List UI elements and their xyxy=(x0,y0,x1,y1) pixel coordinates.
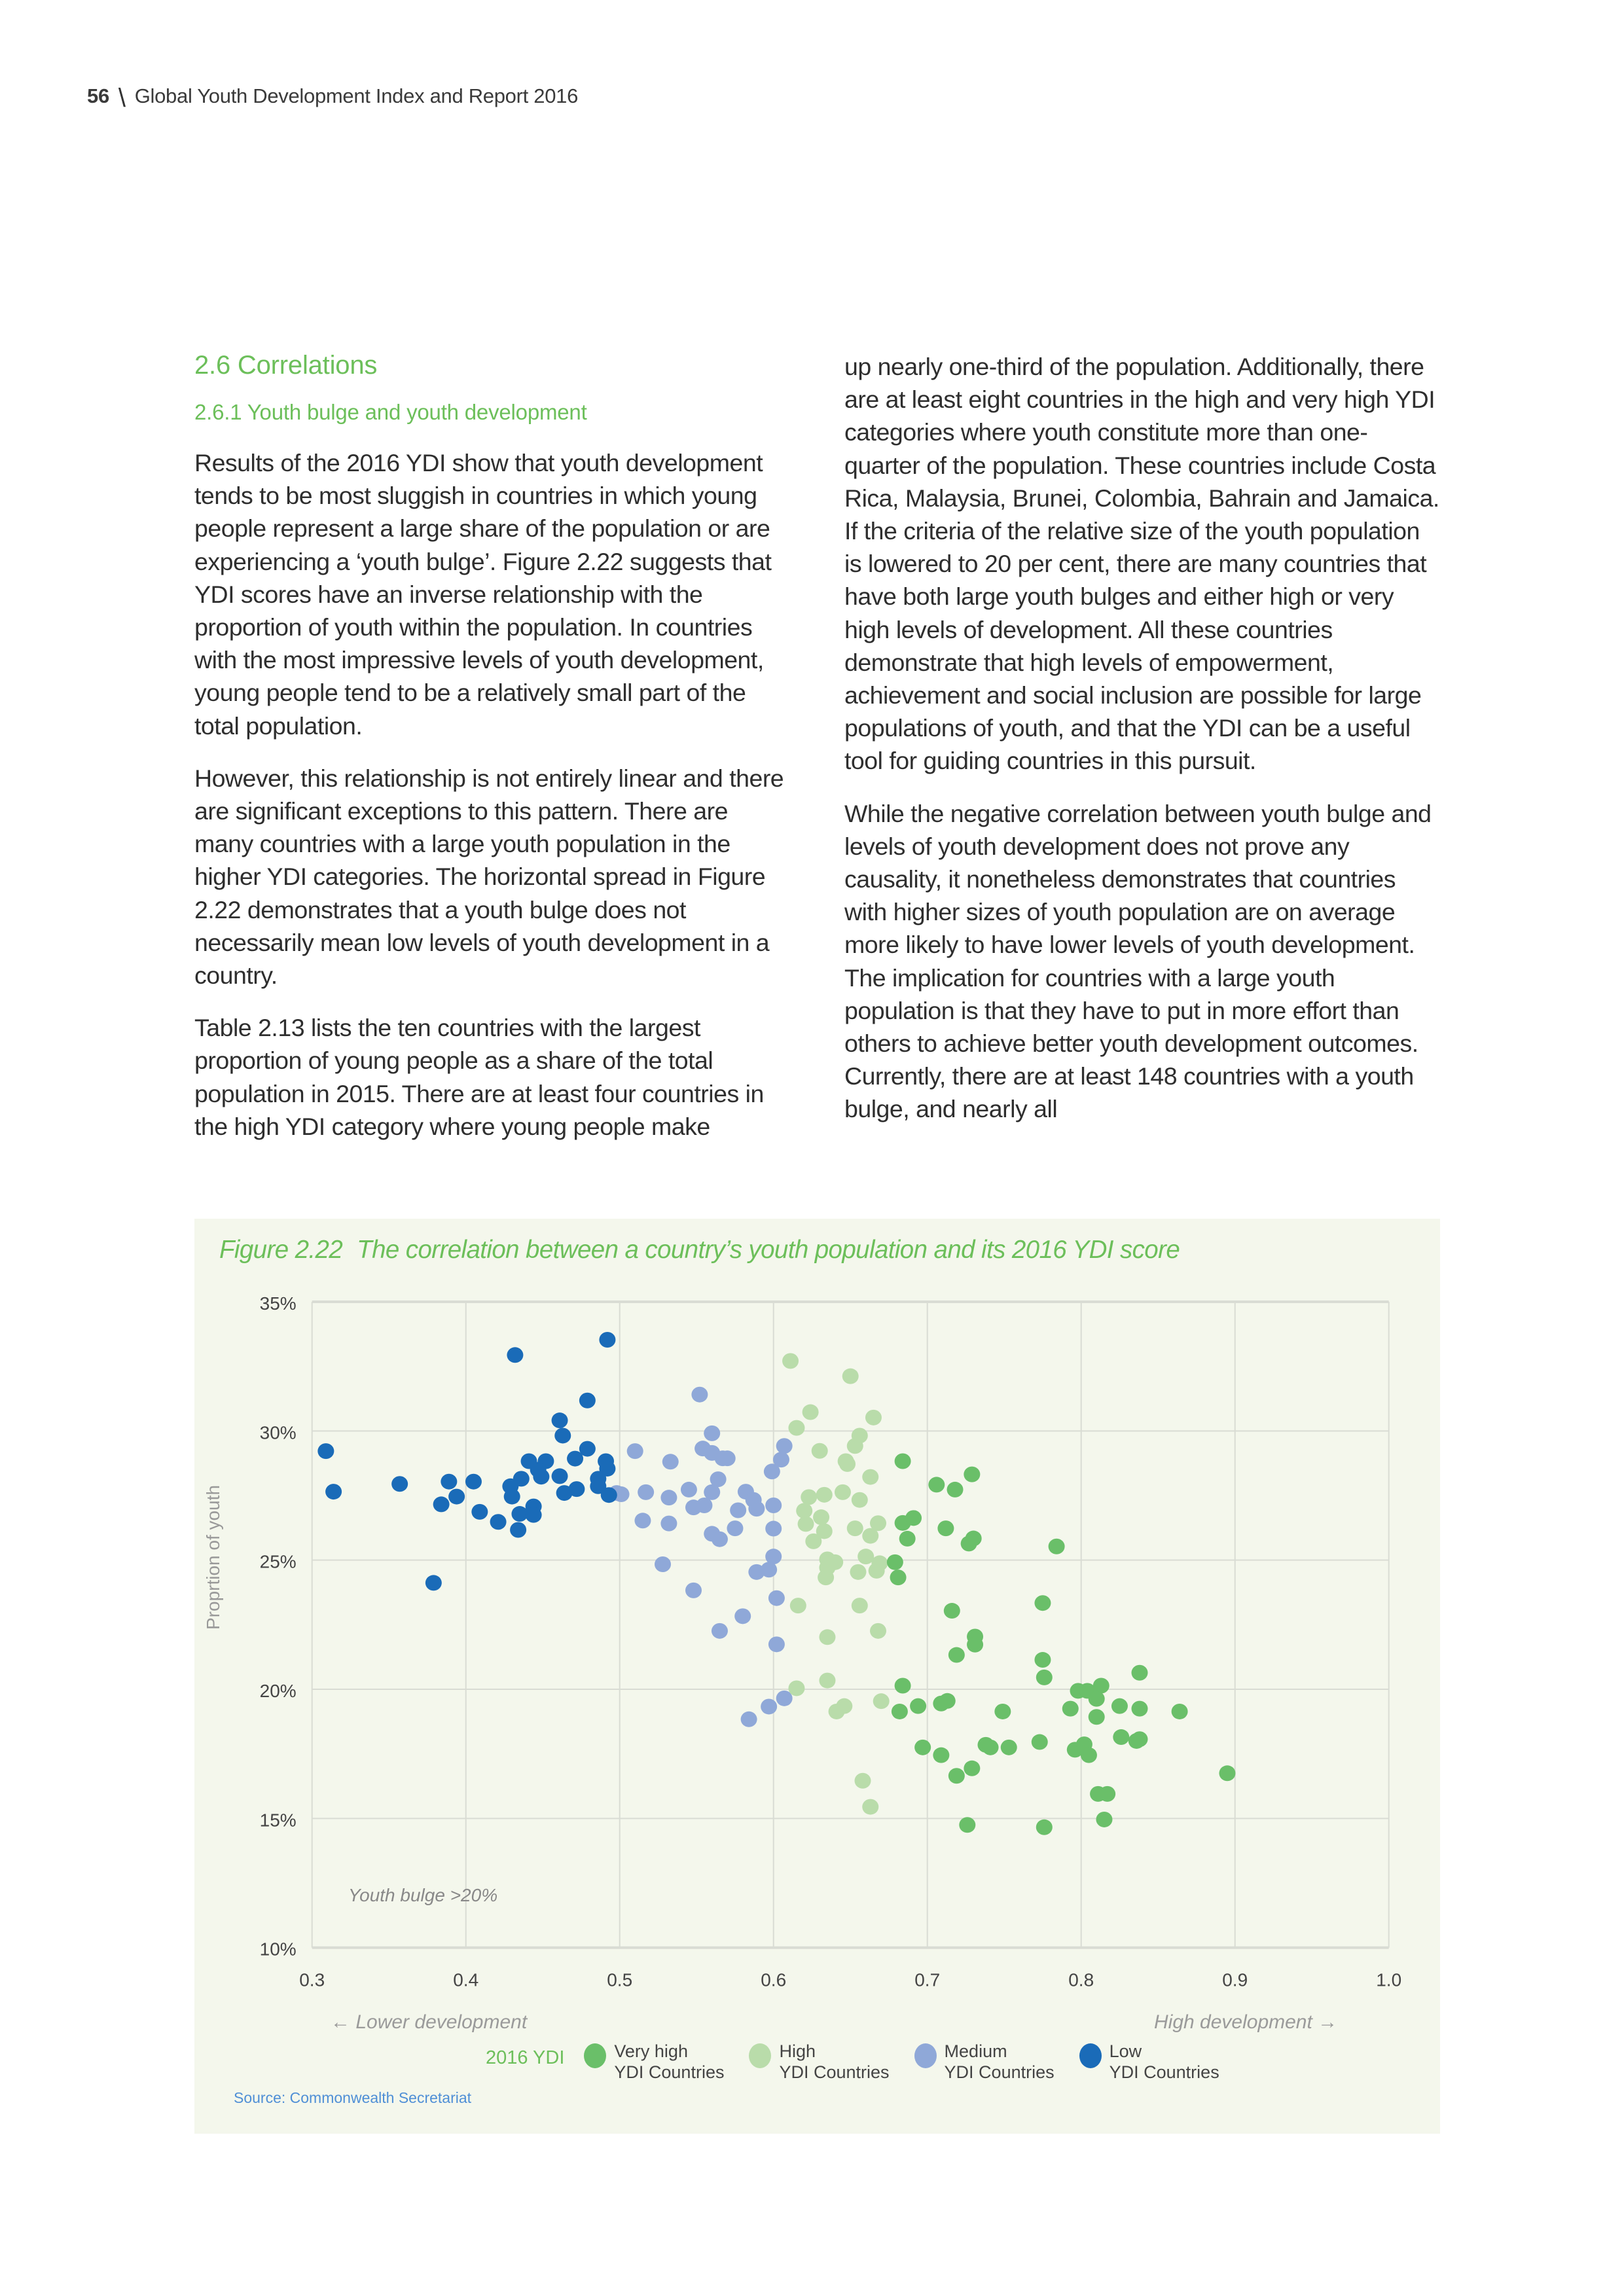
data-point xyxy=(712,1623,728,1639)
data-point xyxy=(933,1748,949,1763)
legend-label: Low xyxy=(1109,2041,1142,2061)
legend-item-medium xyxy=(914,2041,1055,2083)
data-point xyxy=(1089,1709,1105,1725)
source-note: Source: Commonwealth Secretariat xyxy=(234,2089,472,2106)
legend-item-very-high xyxy=(584,2041,724,2083)
data-point xyxy=(788,1680,804,1696)
page-number: 56 xyxy=(87,84,109,107)
data-point xyxy=(910,1698,926,1714)
data-point xyxy=(696,1498,712,1513)
y-tick-label: 20% xyxy=(259,1681,297,1702)
x-tick-label: 0.5 xyxy=(607,1969,633,1990)
data-point xyxy=(638,1484,654,1500)
data-point xyxy=(1062,1701,1079,1717)
paragraph: However, this relationship is not entirely linear and there are significant exceptions to this pattern. There are many countries with a large youth population in the higher YDI categories. The horizontal spread in Figure 2.22 demonstrates that a youth bulge does not necessarily mean low levels of youth development in a country. xyxy=(194,764,784,990)
data-point xyxy=(892,1704,908,1719)
data-point xyxy=(1132,1731,1148,1747)
data-point xyxy=(914,1740,931,1755)
legend-marker xyxy=(914,2043,937,2068)
data-point xyxy=(850,1564,866,1580)
y-tick-label: 30% xyxy=(259,1422,297,1443)
data-point xyxy=(490,1514,507,1530)
legend-item-low xyxy=(1079,2041,1219,2083)
data-point xyxy=(1132,1701,1148,1717)
data-point xyxy=(842,1369,859,1384)
x-axis-ticks xyxy=(299,1970,1401,1990)
data-point xyxy=(895,1677,911,1693)
data-point xyxy=(1096,1812,1112,1827)
data-point xyxy=(865,1410,882,1426)
data-points xyxy=(317,1332,1235,1835)
legend-marker xyxy=(584,2043,606,2068)
grid xyxy=(312,1302,1389,1948)
y-axis-label: Proprtion of youth xyxy=(203,1484,223,1630)
data-point xyxy=(704,1484,720,1500)
data-point xyxy=(887,1554,903,1570)
data-point xyxy=(967,1637,983,1653)
figure-number: Figure 2.22 xyxy=(219,1236,343,1264)
data-point xyxy=(905,1510,922,1526)
data-point xyxy=(567,1451,583,1467)
y-tick-label: 10% xyxy=(259,1939,297,1960)
data-point xyxy=(1219,1765,1235,1781)
data-point xyxy=(862,1469,878,1485)
legend-label: Very high xyxy=(614,2041,688,2061)
data-point xyxy=(554,1427,571,1443)
x-tick-label: 1.0 xyxy=(1376,1969,1402,1990)
data-point xyxy=(552,1412,568,1428)
data-point xyxy=(601,1487,617,1503)
data-point xyxy=(776,1438,793,1454)
data-point xyxy=(790,1598,806,1613)
lower-development-label: ← Lower development xyxy=(331,2011,528,2033)
x-tick-label: 0.6 xyxy=(761,1969,787,1990)
legend-item-high xyxy=(749,2041,889,2083)
legend-marker xyxy=(749,2043,771,2068)
data-point xyxy=(1132,1665,1148,1681)
data-point xyxy=(507,1347,523,1363)
data-point xyxy=(317,1443,334,1459)
paragraph: up nearly one-third of the population. Additionally, there are at least eight countries in the high and very high YDI categories where youth constitute more than one-quarter of the population. These countries include Costa Rica, Malaysia, Brunei, Colombia, Bahrain and Jamaica. If the criteria of the relative size of the youth population is lowered to 20 per cent, there are many countries that have both large youth bulges and either high or very high levels of development. All these countries demonstrate that high levels of empowerment, achievement and social inclusion are possible for large populations of youth, and that the YDI can be a useful tool for guiding countries in this pursuit. xyxy=(844,353,1439,775)
data-point xyxy=(852,1492,868,1508)
high-development-label: High development → xyxy=(1154,2011,1338,2033)
data-point xyxy=(1034,1595,1051,1611)
data-point xyxy=(761,1698,777,1714)
y-tick-label: 25% xyxy=(259,1551,297,1572)
x-tick-label: 0.3 xyxy=(299,1969,325,1990)
data-point xyxy=(805,1534,821,1549)
legend-label: High xyxy=(779,2041,816,2061)
data-point xyxy=(847,1438,863,1454)
separator: \ xyxy=(118,84,126,113)
y-axis-ticks xyxy=(260,1293,297,1960)
data-point xyxy=(465,1474,482,1490)
data-point xyxy=(1001,1740,1017,1755)
data-point xyxy=(1036,1820,1053,1835)
data-point xyxy=(1049,1539,1065,1554)
data-point xyxy=(765,1521,782,1537)
data-point xyxy=(994,1704,1011,1719)
data-point xyxy=(634,1513,651,1528)
data-point xyxy=(441,1474,457,1490)
data-point xyxy=(1036,1670,1053,1685)
data-point xyxy=(660,1516,677,1532)
data-point xyxy=(965,1531,982,1547)
data-point xyxy=(730,1503,746,1518)
paragraph: Table 2.13 lists the ten countries with the largest proportion of young people as a share of the total population in 2015. There are at least four countries in the high YDI category where young people make xyxy=(194,1014,764,1140)
data-point xyxy=(948,1647,965,1663)
data-point xyxy=(1081,1748,1097,1763)
data-point xyxy=(533,1469,549,1484)
data-point xyxy=(818,1570,834,1585)
legend-title: 2016 YDI xyxy=(486,2047,565,2068)
data-point xyxy=(857,1549,874,1564)
data-point xyxy=(681,1482,697,1498)
x-tick-label: 0.7 xyxy=(914,1969,941,1990)
data-point xyxy=(704,1426,720,1441)
data-point xyxy=(1113,1729,1129,1745)
data-point xyxy=(471,1504,488,1520)
data-point xyxy=(552,1468,568,1484)
data-point xyxy=(510,1522,526,1538)
legend-label: YDI Countries xyxy=(1109,2062,1219,2082)
legend-label: YDI Countries xyxy=(944,2062,1055,2082)
data-point xyxy=(835,1484,851,1500)
data-point xyxy=(748,1564,765,1580)
data-point xyxy=(691,1387,708,1403)
data-point xyxy=(627,1443,643,1459)
data-point xyxy=(862,1528,878,1544)
data-point xyxy=(890,1570,907,1585)
data-point xyxy=(1034,1652,1051,1668)
data-point xyxy=(748,1501,765,1516)
data-point xyxy=(788,1420,804,1436)
data-point xyxy=(685,1583,702,1598)
data-point xyxy=(899,1531,916,1547)
data-point xyxy=(448,1489,465,1505)
data-point xyxy=(964,1467,980,1482)
data-point xyxy=(768,1636,785,1652)
data-point xyxy=(816,1487,833,1503)
data-point xyxy=(801,1489,817,1505)
data-point xyxy=(895,1454,911,1469)
data-point xyxy=(741,1712,757,1727)
data-point xyxy=(734,1608,751,1624)
data-point xyxy=(947,1482,964,1498)
section-heading: 2.6 Correlations xyxy=(194,351,378,380)
paragraph: While the negative correlation between youth bulge and levels of youth development does not prove any causality, it nonetheless demonstrates that countries with higher sizes of youth population are on average more likely to have lower levels of youth development. The implication for countries with a large youth population is that they have to put in more effort than others to achieve better youth development outcomes. Currently, there are at least 148 countries with a youth bulge, and nearly all xyxy=(844,799,1432,1123)
data-point xyxy=(937,1520,954,1536)
data-point xyxy=(983,1740,999,1755)
data-point xyxy=(944,1603,960,1619)
data-point xyxy=(655,1556,671,1572)
data-point xyxy=(803,1405,819,1420)
data-point xyxy=(719,1450,736,1466)
data-point xyxy=(813,1509,829,1525)
legend-label: Medium xyxy=(944,2041,1007,2061)
data-point xyxy=(712,1532,728,1547)
data-point xyxy=(1099,1786,1115,1802)
data-point xyxy=(855,1773,871,1789)
data-point xyxy=(727,1520,743,1536)
data-point xyxy=(433,1496,450,1512)
data-point xyxy=(839,1456,856,1472)
figure-caption: The correlation between a country’s youth population and its 2016 YDI score xyxy=(357,1236,1180,1264)
y-tick-label: 35% xyxy=(259,1293,297,1314)
data-point xyxy=(819,1629,835,1645)
data-point xyxy=(579,1393,596,1408)
data-point xyxy=(852,1598,868,1613)
legend xyxy=(486,2041,1244,2083)
data-point xyxy=(862,1799,878,1815)
data-point xyxy=(928,1477,945,1492)
x-tick-label: 0.8 xyxy=(1068,1969,1094,1990)
data-point xyxy=(1032,1734,1048,1750)
data-point xyxy=(1111,1698,1128,1714)
data-point xyxy=(504,1489,520,1505)
data-point xyxy=(599,1332,615,1348)
publication-title: Global Youth Development Index and Report 2016 xyxy=(134,84,579,107)
data-point xyxy=(869,1563,885,1579)
data-point xyxy=(526,1507,542,1523)
x-tick-label: 0.9 xyxy=(1222,1969,1248,1990)
data-point xyxy=(847,1520,863,1536)
data-point xyxy=(764,1463,780,1479)
y-tick-label: 15% xyxy=(259,1810,297,1831)
legend-label: YDI Countries xyxy=(779,2062,890,2082)
legend-marker xyxy=(1079,2043,1102,2068)
data-point xyxy=(511,1506,528,1522)
data-point xyxy=(1172,1704,1188,1719)
data-point xyxy=(798,1516,814,1532)
data-point xyxy=(662,1454,679,1469)
data-point xyxy=(812,1443,828,1459)
data-point xyxy=(765,1498,782,1513)
data-point xyxy=(829,1704,845,1719)
data-point xyxy=(959,1817,975,1833)
data-point xyxy=(939,1693,956,1709)
data-point xyxy=(768,1590,785,1606)
data-point xyxy=(782,1353,799,1369)
data-point xyxy=(948,1768,965,1784)
data-point xyxy=(660,1490,677,1505)
paragraph: Results of the 2016 YDI show that youth development tends to be most sluggish in countries in which young people represent a large share of the population or are experiencing a ‘youth bulge’. Figure 2.22 suggests that YDI scores have an inverse relationship with the proportion of youth within the population. In countries with the most impressive levels of youth development, young people tend to be a relatively small part of the total population. xyxy=(194,449,772,740)
data-point xyxy=(964,1761,980,1776)
data-point xyxy=(870,1623,886,1639)
data-point xyxy=(1089,1691,1105,1707)
youth-bulge-annotation: Youth bulge >20% xyxy=(348,1885,498,1905)
data-point xyxy=(556,1485,573,1501)
x-tick-label: 0.4 xyxy=(453,1969,479,1990)
data-point xyxy=(325,1484,342,1499)
data-point xyxy=(873,1693,890,1709)
data-point xyxy=(425,1575,442,1590)
legend-label: YDI Countries xyxy=(614,2062,725,2082)
data-point xyxy=(819,1673,835,1689)
subsection-heading: 2.6.1 Youth bulge and youth development xyxy=(194,400,587,424)
data-point xyxy=(391,1476,408,1492)
